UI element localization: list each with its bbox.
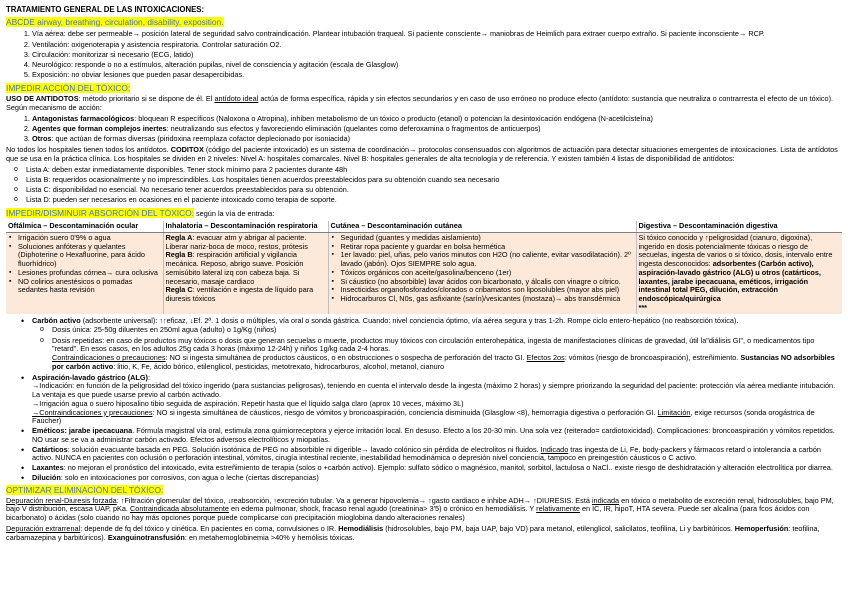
dosis-repetidas-text: Dosis repetidas: en caso de productos muy tóxicos o dosis que generan secuelas o muerte, productos muy tóxicos con circulación enterohepática, ingesta de manifestaciones clínicas de gravedad, útil la"diálisis GI", o medicamentos tipo "retard". En esos casos, en los adultos 25g cada 3 horas (máximo 12-24h) y niños 1g/kg cada 2-4 horas.	[52, 335, 815, 354]
coditox-paragraph	[6, 146, 842, 164]
mechanism-item	[32, 125, 842, 134]
regla-text: : ventilación e ingesta de líquido para diuresis tóxicos	[165, 285, 314, 304]
carbon-text: (adsorbente universal): ↑↑eficaz, ↓Ef. 2ª. 1 dosis o múltiples, vía oral o sonda gástrica. Cuando: nivel conciencia óptimo, vía aérea segura y tras 1-2h. Rompe ciclo entero-hepático (no reabsorción tóxica).	[82, 315, 739, 325]
depuracion-extrarrenal-label: Depuración extrarrenal	[6, 523, 81, 533]
antidoto-ideal-link: antídoto ideal	[214, 94, 259, 104]
depuracion-renal-contra: Contraindicada absolutamente	[130, 504, 229, 514]
alg-contra-label: →Contraindicaciones y precauciones	[32, 407, 153, 417]
antidotos-text-b: actúa de forma específica, rápida y sin efectos secundarios y en caso de uso erróneo no produce efecto (antídoto: sustancia que neutraliza o contrarresta el efecto de un tóxico). Según mecanismo de acción:	[6, 94, 834, 112]
depuracion-renal-text-b: en tóxico o metabolito de excreción renal, hidrosolubles, bajo PM, bajo V distribución, escasa UAP, pKa.	[6, 495, 834, 514]
cutanea-item: ▪ Si cáustico (no absorbible) lavar ácidos con bicarbonato, y álcalis con vinagre o cítrico.	[341, 278, 634, 287]
laxantes-text: : no mejoran el pronóstico del intoxicado, evita estreñimiento de terapia (solos o +carbón activo). Ejemplo: sulfato sódico o magnésico, manitol, sorbitol, lactulosa o NaCl.. existe riesgo de deshidratación y alteración electrolítica por diarrea.	[63, 463, 833, 473]
regla-text: : evacuar atm y abrigar al paciente. Liberar nariz-boca de moco, restos, prótesis	[165, 232, 308, 251]
carbon-efectos-text: : vómitos (riesgo de broncoaspiración), estreñimiento.	[564, 353, 739, 363]
col-header-oftalmica: Oftálmica – Descontaminación ocular	[6, 221, 163, 232]
carbon-efectos-label: Efectos 2os	[526, 353, 565, 363]
cutanea-item: ▪ Hidrocarburos Cl, N0s, gas asfixiante (sarín)/vesicantes (mostaza)→ abs transdérmica	[341, 295, 634, 304]
cutanea-item: ▪ Insecticidas organofosforados/clorados o cribamatos son liposolubles (mayor abs piel)	[341, 286, 634, 295]
mechanism-item	[32, 115, 842, 124]
cutanea-item: ▪ Tóxicos orgánicos con aceite/gasolina/benceno (1er)	[341, 269, 634, 278]
dilucion-label: Dilución	[32, 472, 61, 482]
regla-label: Regla A	[165, 232, 193, 242]
alg-limit-text: , exige recursos (sonda orogástrica de Faucher)	[32, 407, 815, 426]
emeticos-item	[32, 427, 842, 445]
document-title: TRATAMIENTO GENERAL DE LAS INTOXICACIONES:	[6, 5, 205, 14]
impedir-heading: IMPEDIR ACCIÓN DEL TÓXICO:	[6, 83, 131, 94]
cutanea-item: ▪ Seguridad (guantes y medidas aislamiento)	[341, 234, 634, 243]
depuracion-renal-label: Depuración renal-Diuresis forzada	[6, 495, 117, 505]
col-header-inhalatoria: Inhalatoria – Descontaminación respiratoria	[163, 221, 328, 232]
abcde-item-circulation: 3. Circulación: monitorizar si necesario (ECG, latido)	[32, 51, 842, 60]
antidotos-label: USO DE ANTIDOTOS	[6, 94, 79, 104]
regla-a	[166, 234, 326, 252]
abcde-item-neurologic: 4. Neurológico: responde o no a estímulos, alteración pupilas, nivel de consciencia y agitación (escala de Glasglow)	[32, 61, 842, 70]
depuracion-renal-indicada: indicada	[591, 495, 620, 505]
alg-item: • Aspiración-lavado gástrico (ALG): →Indicación: en función de la peligrosidad del tóxico ingerido (para sustancias peligrosas), teniendo en cuenta el intervalo desde la ingesta (máximo 2 horas) y siempre priorizando la seguridad del paciente: protección vía aérea mediante intubación. La ventaja es que puede usarse previo al carbón activado. →Irrigación agua o suero hiposalino tibio seguida de aspiración. Repetir hasta que el líquido salga claro (aprox 10 veces, máximo 3L) →Contraindicaciones y precauciones: NO si ingesta simultánea de cáusticos, riesgo de vómitos y broncoaspiración, conciencia disminuida (Glasglow <8), hemorragia digestiva o perforación GI. Limitación, exige recursos (sonda orogástrica de Faucher)	[32, 374, 842, 427]
oftalmica-item: ▪ NO colirios anestésicos o pomadas sedantes hasta revisión	[18, 278, 161, 296]
hemodialisis-label: Hemodiálisis	[338, 523, 384, 533]
digestiva-methods: adsorbentes (Carbón activo), aspiración-lavado gástrico (ALG) u otros (catárticos, laxantes, jarabe ipecacuana, eméticos, irrigación intestinal total PEG, dilución, extracción endoscópica/quirúrgica	[638, 259, 821, 304]
carbon-contra-text: : NO si ingesta simultánea de productos cáusticos, o en obstrucciones o sospecha de perforación del tracto GI.	[165, 353, 525, 363]
mechanism-label: Otros	[32, 134, 52, 144]
list-d-item: o Lista D: pueden ser necesarios en ocasiones en el paciente intoxicado como terapia de soporte.	[26, 196, 842, 205]
oftalmica-item: ▪ Lesiones profundas córnea→ cura oclusiva	[18, 269, 161, 278]
absorcion-heading: IMPEDIR/DISMINUIR ABSORCIÓN DEL TÓXICO:	[6, 208, 194, 218]
alg-contra-text: : NO si ingesta simultánea de cáusticos, riesgo de vómitos y broncoaspiración, conciencia disminuida (Glasglow <8), hemorragia digestiva o perforación GI.	[152, 407, 656, 417]
list-c-item: o Lista C: disponibilidad no esencial. No necesario tener acuerdos preestablecidos para su obtención.	[26, 186, 842, 195]
oftalmica-item: ▪ Irrigación suero 0'9% o agua	[18, 234, 161, 243]
depuracion-renal-text-a: : ↑Filtración glomerular del tóxico, ↓reabsorción, ↑excreción tubular. Va a generar hipovolemia→ ↑gasto cardiaco e inhibe ADH→ ↑DIURESIS. Está	[116, 495, 590, 505]
cutanea-item: ▪ Retirar ropa paciente y guardar en bolsa hermética	[341, 243, 634, 252]
exanguinotransfusion-text: : en metahemoglobinemia >40% y hemólisis tóxicas.	[184, 532, 355, 542]
alg-line-2: →Irrigación agua o suero hiposalino tibio seguida de aspiración. Repetir hasta que el líquido salga claro (aprox 10 veces, máximo 3L)	[32, 398, 464, 408]
antidote-lists	[6, 166, 842, 206]
oftalmica-item: ▪ Soluciones anfóteras y quelantes (Diphoterine o Hexafluorine, para ácido fluorhídrico)	[18, 243, 161, 269]
dosis-unica: o Dosis única: 25-50g diluentes en 250ml agua (adulto) o 1g/Kg (niños)	[52, 326, 842, 335]
catarticos-item	[32, 446, 842, 464]
mechanism-text: : neutralizando sus efectos y favoreciendo eliminación (quelantes como deferoxamina o fragmentos de anticuerpos)	[166, 124, 541, 133]
cell-oftalmica	[6, 232, 163, 313]
absorcion-heading-row	[6, 207, 842, 219]
mechanism-label: Agentes que forman complejos inertes	[32, 124, 167, 133]
dilucion-item	[32, 474, 842, 483]
emeticos-text: . Fórmula magistral vía oral, estimula zona quimiorreceptora y ejerce irritación local. En desuso. Efecto a los 20-30 min. Una sola vez (reiterado= cardiotoxicidad). Complicaciones: broncoaspiración y vómitos repetidos. NO usar se se va a administrar carbón activado. Efectos adversos electrolíticos y miopatías.	[32, 426, 835, 444]
abcde-heading: ABCDE airway, breathing, circulation, disability, exposition.	[6, 17, 224, 28]
abcde-item-exposure: 5. Exposición: no obviar lesiones que pueden pasar desapercibidas.	[32, 71, 842, 80]
catarticos-text-2: tras ingesta de Li, Fe, body-packers y fármacos retard o intolerancia a carbón activo. NUNCA en pacientes con oclusión o perforación intestinal, vómitos, cirugía intestinal reciente, inestabilidad hemodinámica o depresión nivel conciencia, tampoco en preingestión cáusticos o C activo.	[32, 444, 821, 463]
depuracion-extrarrenal-text-a: : depende de fq del tóxico y cinética. En pacientes en coma, convulsiones o IR.	[80, 523, 337, 533]
absorption-table	[6, 221, 842, 314]
eliminacion-heading: OPTIMIZAR ELIMINACIÓN DEL TÓXICO:	[6, 484, 164, 495]
absorcion-heading-tail: según la vía de entrada:	[196, 209, 275, 218]
emeticos-label: Eméticos: jarabe ipecacuana	[32, 426, 133, 436]
laxantes-label: Laxantes	[32, 463, 64, 473]
catarticos-label: Catárticos	[32, 444, 68, 454]
alg-line-1: →Indicación: en función de la peligrosidad del tóxico ingerido (para sustancias peligrosas), teniendo en cuenta el intervalo desde la ingesta (máximo 2 horas) y siempre priorizando la seguridad del paciente: protección vía aérea mediante intubación. La ventaja es que puede usarse previo al carbón activado.	[32, 381, 836, 400]
mechanism-list	[6, 115, 842, 144]
abcde-item-airway: 1. Vía aérea: debe ser permeable→ posición lateral de seguridad salvo contraindicación. Plantear intubación traqueal. Si paciente consciente→ maniobras de Heimlich para extraer cuerpo extraño. Si paciente inconsciente→ RCP.	[32, 30, 842, 39]
coditox-text-a: No todos los hospitales tienen todos los antídotos.	[6, 145, 169, 154]
carbon-activo-item	[32, 317, 842, 372]
mechanism-label: Antagonistas farmacológicos	[32, 113, 135, 123]
hemodialisis-text: (hidrosolubles, bajo PM, baja UAP, bajo VD) para metanol, etilenglicol, salicilatos, teofilina, Li y barbitúricos.	[385, 523, 733, 533]
list-b-item: o Lista B: requeridos ocasionalmente y no imprescindibles. Los hospitales tienen acuerdos preestablecidos para su obtención cuando sea necesario	[26, 176, 842, 185]
alg-label: Aspiración-lavado gástrico (ALG)	[32, 372, 148, 382]
hemoperfusion-label: Hemoperfusión	[734, 523, 789, 533]
antidotos-paragraph	[6, 95, 842, 113]
regla-c	[166, 286, 326, 304]
dilucion-text: : solo en intoxicaciones por corrosivos, con agua o leche (ciertas discrepancias)	[60, 472, 319, 482]
coditox-label: CODITOX	[170, 145, 204, 154]
cutanea-item: ▪ 1er lavado: piel, uñas, pelo varios minutos con H2O (no caliente, evitar vasodilatación). 2º lavado (jabón). Ojos SIEMPRE solo agua.	[341, 251, 634, 269]
coditox-text-c: (código del paciente intoxicado) es un sistema de coordinación→ protocolos consensuados con algoritmos de actuación para detectar situaciones emergentes de intoxicaciones. Lista de antídotos que se usa en la práctica clínica. Los hospitales se dividen en 2 niveles: Nivel A: hospitales comarcales. Nivel B: hospitales generales de alta tecnología y de referencia. Y existen también 4 listas de disponibilidad de antídotos:	[6, 145, 838, 163]
regla-b	[166, 251, 326, 286]
document-page	[6, 0, 842, 542]
catarticos-text: : solución evacuante basada en PEG. Solución isotónica de PEG no absorbible ni digerible→ lavado colónico sin pérdida de electrolitos ni fluidos.	[67, 444, 539, 454]
antidotos-text-a: : método prioritario si se dispone de él. El	[78, 94, 213, 104]
digestiva-text: Si tóxico conocido y ↑peligrosidad (cianuro, digoxina), ingerido en dosis potencialmente tóxicas o riesgo de secuelas, ingesta de varios o si tóxico, dosis, intervalo entre ingesta desconocidos:	[638, 232, 833, 269]
carbon-no-adsorb-label: Sustancias NO adsorbibles por carbón activo	[52, 353, 835, 371]
catarticos-ind-label: Indicado	[540, 444, 569, 454]
col-header-digestiva: Digestiva – Descontaminación digestiva	[636, 221, 842, 232]
depuracion-renal-text-d: en IC, IR, hipoT, HTA severa. Puede ser alcalina (para fcos ácidos con bicarbonato) o ácidas (solo cuando no hay más opciones porque puede complicarse con precipitación mioglobina dando alteraciones renales)	[6, 504, 810, 523]
mechanism-text: : que actúan de formas diversas (piridoxina reemplaza cofactor deplecionado por isoniacida)	[51, 134, 350, 144]
carbon-contra-label: Contraindicaciones o precauciones	[52, 353, 166, 363]
carbon-label: Carbón activo	[32, 315, 81, 325]
depuracion-extrarrenal-paragraph	[6, 525, 842, 543]
depuracion-renal-text-c: en edema pulmonar, shock, fracaso renal agudo (creatinina> 3'5) o crónico en hemodiálisis. Y	[231, 504, 535, 514]
cell-cutanea	[328, 232, 636, 313]
dosis-repetidas	[52, 337, 842, 372]
alg-limit-label: Limitación	[657, 407, 691, 417]
cell-inhalatoria	[163, 232, 328, 313]
abcde-item-ventilation: 2. Ventilación: oxigenoterapia y asistencia respiratoria. Controlar saturación O2.	[32, 41, 842, 50]
carbon-no-adsorb-text: : litio, K, Fe, ácido bórico, etilenglicol, pesticidas, metotrexato, hidrocarburos, alcohol, metanol, cianuro	[113, 361, 445, 371]
regla-label: Regla C	[165, 285, 193, 295]
list-a-item: o Lista A: deben estar inmediatamente disponibles. Tener stock mínimo para 2 pacientes durante 48h	[26, 166, 842, 175]
alg-line-3	[32, 409, 842, 427]
laxantes-item	[32, 464, 842, 473]
depuracion-renal-relativamente: relativamente	[536, 504, 580, 514]
regla-text: : respiración artificial y vigilancia mecánica. Reposo, abrigo suave. Posición semisúbito lateral izq con cabeza baja. Si necesario, masaje cardiaco	[165, 250, 304, 286]
depuracion-renal-paragraph	[6, 497, 842, 523]
col-header-cutanea: Cutánea – Descontaminación cutánea	[328, 221, 636, 232]
abcde-list	[6, 30, 842, 80]
hemoperfusion-text: : teofilina, carbamazepina y barbitúricos).	[6, 523, 820, 542]
mechanism-text: : bloquean R específicos (Naloxona o Atropina), inhiben metabolismo de un tóxico o producto (etanol) o potencian la desintoxicación endógena (N-acetilcisteína)	[134, 113, 653, 123]
regla-label: Regla B	[165, 250, 193, 260]
digestiva-asterisks: ***	[638, 302, 648, 312]
digestive-methods-list	[6, 317, 842, 483]
cell-digestiva	[636, 232, 842, 313]
mechanism-item	[32, 135, 842, 144]
carbon-dosis-list	[32, 326, 842, 371]
exanguinotransfusion-label: Exanguinotransfusión	[107, 532, 185, 542]
